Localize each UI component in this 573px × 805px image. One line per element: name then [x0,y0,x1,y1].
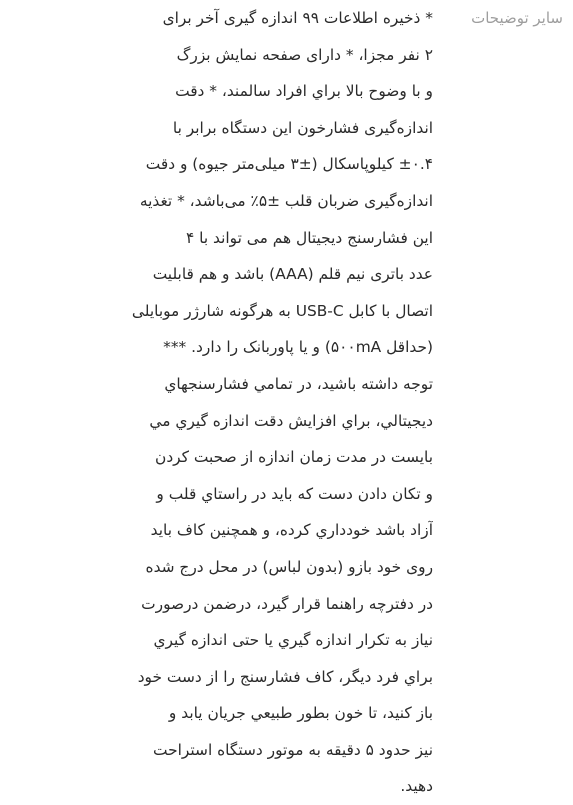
description-line: دهيد. [400,777,433,796]
description-line: ديجيتالي، براي افزايش دقت اندازه گيري مي [149,411,433,430]
description-line: (حداقل ۵۰۰mA) و یا پاوربانک را دارد. *** [163,338,433,357]
description-line: اندازه‌گیری فشارخون این دستگاه برابر با [172,118,433,137]
description-line: روی خود بازو (بدون لباس) در محل درج شده [145,557,433,576]
description-line: آزاد باشد خودداري کرده، و همچنين کاف بايد [150,521,433,540]
description-line: و با وضوح بالا براي افراد سالمند، * دقت [175,82,433,101]
description-line: براي فرد ديگر، کاف فشارسنج را از دست خود [137,667,433,686]
description-line: اندازه‌گیری ضربان قلب ±۵٪ می‌باشد، * تغذیه [139,191,433,210]
description-line: و تکان دادن دست که بايد در راستاي قلب و [156,484,433,503]
description-line: باز کنيد، تا خون بطور طبيعي جريان يابد و [168,704,433,723]
description-line: عدد باتری نیم قلم (AAA) باشد و هم قابلیت [152,265,433,284]
description-line: اتصال با کابل USB-C به هرگونه شارژر موبایلی [131,301,433,320]
description-line: توجه داشته باشید، در تمامي فشارسنجهاي [164,374,433,393]
description-line: * ذخیره اطلاعات ۹۹ اندازه گیری آخر برای [162,9,433,27]
description-line: در دفترچه راهنما قرار گيرد، درضمن درصورت [141,594,433,613]
description-line: بايست در مدت زمان اندازه از صحبت کردن [155,448,433,467]
description-line: این فشارسنج دیجیتال هم می تواند با ۴ [186,228,433,247]
description-line: نياز به تکرار اندازه گيري يا حتی اندازه گيري [153,631,433,650]
description-line: نيز حدود ۵ دقيقه به موتور دستگاه استراحت [153,740,433,759]
description-line: ۲ نفر مجزا، * دارای صفحه نمایش بزرگ [176,45,433,64]
description-line: ±۰.۴ کیلوپاسکال (±۳ میلی‌متر جیوه) و دقت [145,155,433,174]
section-label: سایر توضیحات [471,9,563,27]
